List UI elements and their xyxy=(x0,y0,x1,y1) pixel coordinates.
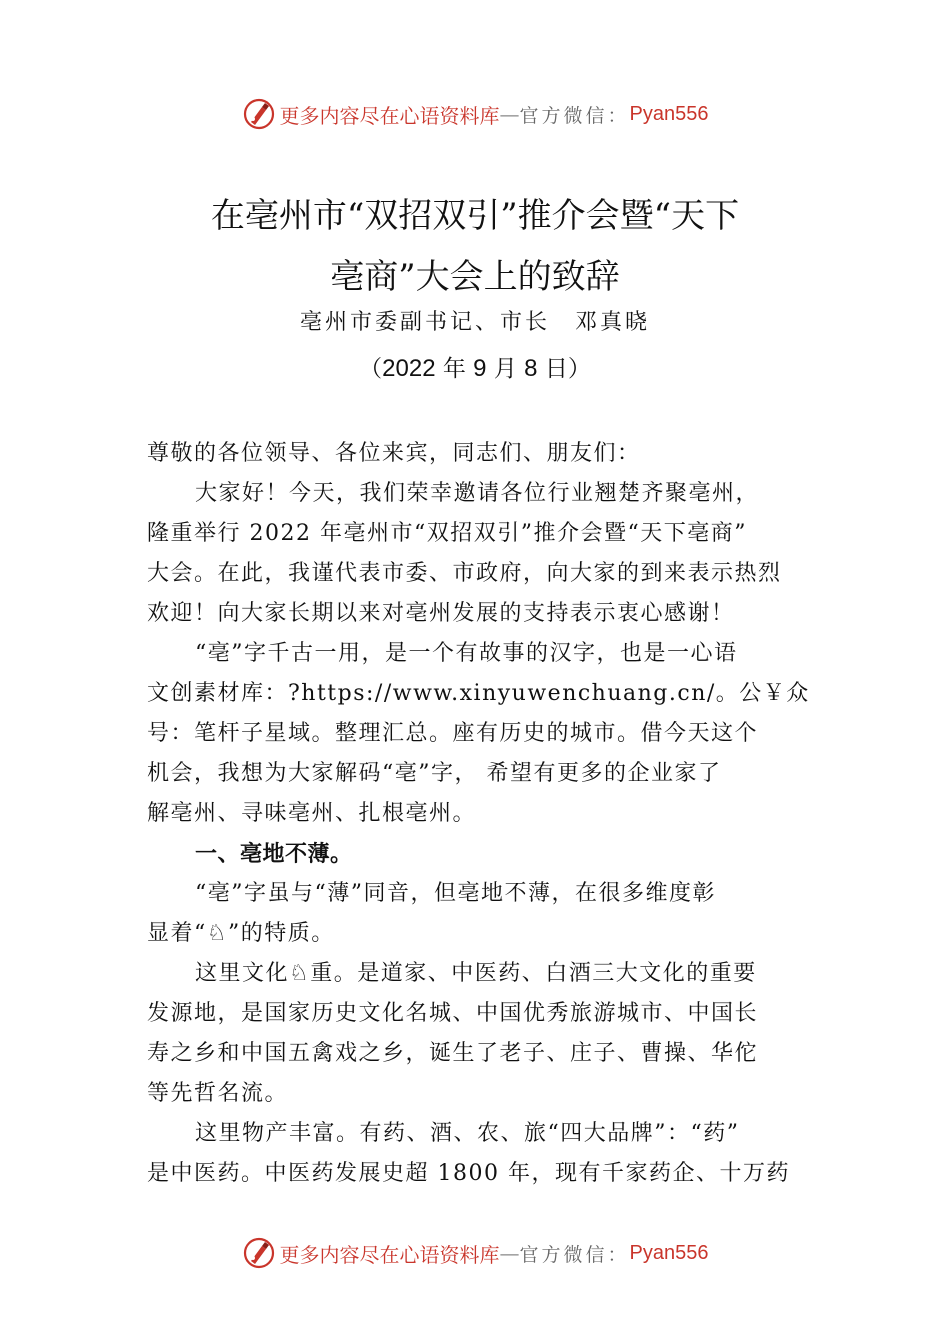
date-day-unit: 日） xyxy=(537,356,591,382)
banner-text: 更多内容尽在心语资料库 xyxy=(279,1242,500,1267)
body-line: 大会。在此，我谨代表市委、市政府，向大家的到来表示热烈 xyxy=(147,561,782,586)
document-author: 亳州市委副书记、市长 邓真晓 xyxy=(299,310,650,335)
body-line: 文创素材库：?https://www.xinyuwenchuang.cn/。公￥众 xyxy=(147,681,810,706)
pen-logo-icon xyxy=(242,97,276,131)
date-year-unit: 年 xyxy=(435,356,474,382)
banner-wechat-id: Pyan556 xyxy=(629,1241,709,1264)
body-line: 寿之乡和中国五禽戏之乡，诞生了老子、庄子、曹操、华佗 xyxy=(147,1041,759,1066)
date-day: 8 xyxy=(524,355,538,382)
body-line: 等先哲名流。 xyxy=(147,1081,289,1106)
document-date xyxy=(100,350,850,383)
body-line: 欢迎！向大家长期以来对亳州发展的支持表示衷心感谢！ xyxy=(147,601,735,626)
body-line: 这里文化♘重。是道家、中医药、白酒三大文化的重要 xyxy=(195,961,757,986)
body-line: 机会，我想为大家解码“亳”字， 希望有更多的企业家了 xyxy=(147,761,722,786)
body-line: 大家好！今天，我们荣幸邀请各位行业翘楚齐聚亳州， xyxy=(195,481,760,506)
body-line: “亳”字虽与“薄”同音，但亳地不薄，在很多维度彰 xyxy=(195,881,716,906)
footer-banner xyxy=(0,1233,950,1273)
body-line: 显着“♘”的特质。 xyxy=(147,921,335,946)
banner-separator: — xyxy=(499,1241,520,1265)
section-heading: 一、亳地不薄。 xyxy=(195,841,353,866)
header-banner xyxy=(0,94,950,134)
body-line: 是中医药。中医药发展史超 1800 年，现有千家药企、十万药 xyxy=(147,1161,790,1186)
banner-wechat-id: Pyan556 xyxy=(629,102,709,125)
document-title-line-2: 亳商”大会上的致辞 xyxy=(330,257,620,297)
document-body xyxy=(147,434,813,1194)
date-year: 2022 xyxy=(382,355,436,382)
banner-wechat-label: 官方微信： xyxy=(519,1243,630,1266)
date-open: （ xyxy=(359,356,383,382)
banner-separator: — xyxy=(499,102,520,126)
body-line: “亳”字千古一用，是一个有故事的汉字，也是一心语 xyxy=(195,641,738,666)
date-month-unit: 月 xyxy=(486,356,525,382)
body-line: 隆重举行 2022 年亳州市“双招双引”推介会暨“天下亳商” xyxy=(147,521,747,546)
body-line: 发源地，是国家历史文化名城、中国优秀旅游城市、中国长 xyxy=(147,1001,759,1026)
body-line: 解亳州、寻味亳州、扎根亳州。 xyxy=(147,801,477,826)
date-month: 9 xyxy=(473,355,487,382)
salutation: 尊敬的各位领导、各位来宾，同志们、朋友们： xyxy=(147,441,641,466)
body-line: 这里物产丰富。有药、酒、农、旅“四大品牌”：“药” xyxy=(195,1121,740,1146)
body-line: 号：笔杆子星域。整理汇总。座有历史的城市。借今天这个 xyxy=(147,721,759,746)
pen-logo-icon xyxy=(242,1236,276,1270)
banner-text: 更多内容尽在心语资料库 xyxy=(279,103,500,128)
banner-wechat-label: 官方微信： xyxy=(519,104,630,127)
document-title-line-1: 在亳州市“双招双引”推介会暨“天下 xyxy=(210,196,740,236)
